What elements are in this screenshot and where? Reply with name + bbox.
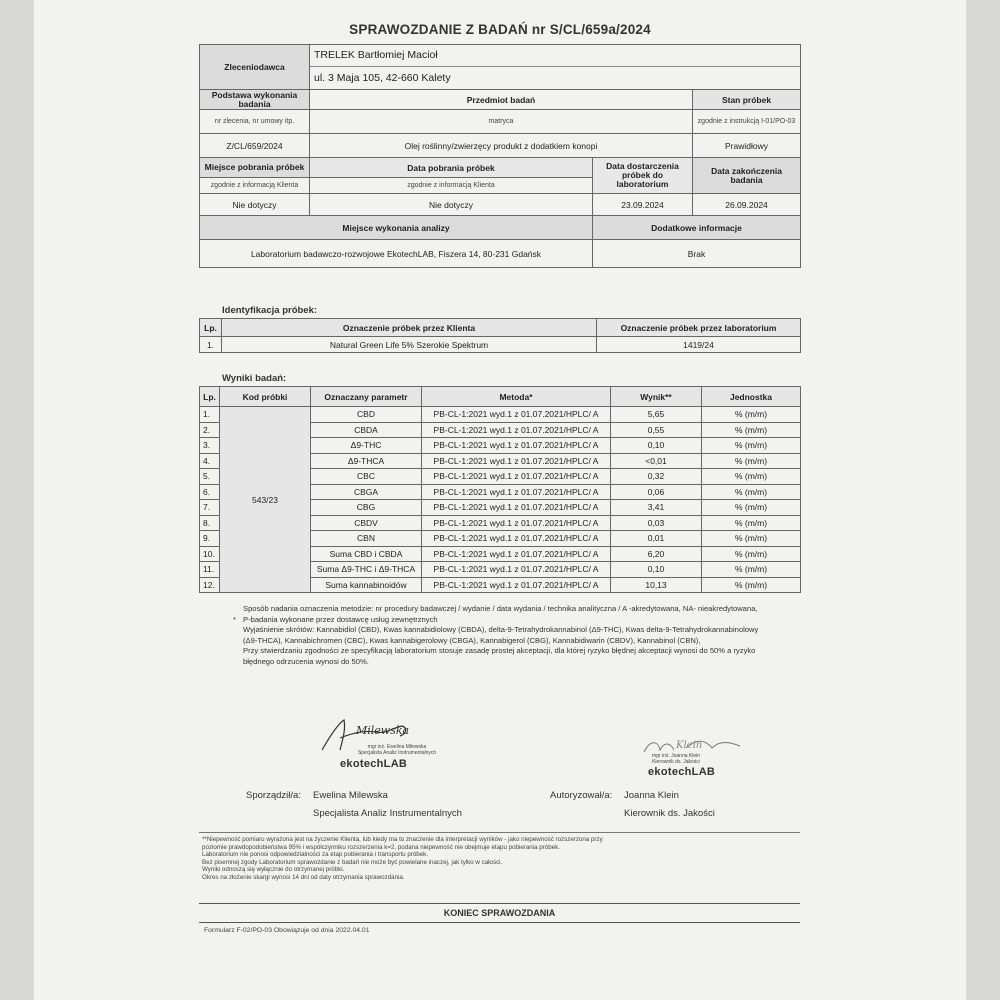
res-col-result: Wynik** xyxy=(611,387,702,407)
results-heading: Wyniki badań: xyxy=(222,373,287,384)
right-stamp-name: mgr inż. Joanna Klein xyxy=(651,753,701,759)
row-result: <0,01 xyxy=(611,453,702,469)
left-stamp-name: mgr inż. Ewelina Milewska xyxy=(367,744,427,750)
row-unit: % (m/m) xyxy=(702,562,801,578)
row-unit: % (m/m) xyxy=(702,407,801,423)
row-method: PB-CL-1:2021 wyd.1 z 01.07.2021/HPLC/ A xyxy=(422,469,611,485)
results-table xyxy=(199,386,801,593)
row-lp: 2. xyxy=(200,422,220,438)
id-col-client: Oznaczenie próbek przez Klienta xyxy=(222,319,597,337)
row-method: PB-CL-1:2021 wyd.1 z 01.07.2021/HPLC/ A xyxy=(422,562,611,578)
row-method: PB-CL-1:2021 wyd.1 z 01.07.2021/HPLC/ A xyxy=(422,453,611,469)
sampling-date-value: Nie dotyczy xyxy=(310,194,593,216)
res-col-unit: Jednostka xyxy=(702,387,801,407)
state-value: Prawidłowy xyxy=(693,134,801,158)
footnote-line: **Niepewność pomiaru wyrażona jest na życzenie Klienta, lub kiedy ma to znaczenie dla interpretacji wyników - jako niepewność rozszerzona przy xyxy=(202,836,603,843)
authorized-role: Kierownik ds. Jakości xyxy=(624,808,715,819)
row-lp: 3. xyxy=(200,438,220,454)
row-param: Suma kannabinoidów xyxy=(311,577,422,593)
res-col-lp: Lp. xyxy=(200,387,220,407)
analysis-place-label: Miejsce wykonania analizy xyxy=(200,216,593,240)
row-unit: % (m/m) xyxy=(702,577,801,593)
subject-sub: matryca xyxy=(310,110,693,134)
row-lp: 5. xyxy=(200,469,220,485)
row-lp: 7. xyxy=(200,500,220,516)
row-lp: 8. xyxy=(200,515,220,531)
client-label: Zleceniodawca xyxy=(200,45,310,90)
row-lp: 11. xyxy=(200,562,220,578)
row-lp: 9. xyxy=(200,531,220,547)
id-lab-value: 1419/24 xyxy=(597,337,801,353)
row-result: 3,41 xyxy=(611,500,702,516)
row-param: CBN xyxy=(311,531,422,547)
note-line: Wyjaśnienie skrótów: Kannabidiol (CBD), Kwas kannabidiolowy (CBDA), delta-9-Tetrahydrokannabinol (Δ9-THC), Kwas delta-9-Tetrahydrokannabinolowy xyxy=(243,625,759,634)
left-stamp-role: Specjalista Analiz Instrumentalnych xyxy=(357,750,437,756)
id-client-value: Natural Green Life 5% Szerokie Spektrum xyxy=(222,337,597,353)
note-star: * xyxy=(233,614,236,624)
note-line: Przy stwierdzaniu zgodności ze specyfikacją laboratorium stosuje zasadę prostej akceptacji, dla której ryzyko błędnej akceptacji wynosi do 50% a ryzyko xyxy=(243,646,756,655)
footnote-line: Bez pisemnej zgody Laboratorium sprawozdanie z badań nie może być powielane inaczej, jak tylko w całości. xyxy=(202,858,503,866)
extra-info-value: Brak xyxy=(593,240,801,268)
id-lp: 1. xyxy=(200,337,222,353)
row-unit: % (m/m) xyxy=(702,469,801,485)
state-sub: zgodnie z instrukcją I-01/PO-03 xyxy=(693,110,801,134)
row-result: 0,32 xyxy=(611,469,702,485)
right-logo: ekotechLAB xyxy=(648,766,716,778)
footnote-line: Okres na złożenie skargi wynosi 14 dni od daty otrzymania sprawozdania. xyxy=(202,873,405,881)
row-method: PB-CL-1:2021 wyd.1 z 01.07.2021/HPLC/ A xyxy=(422,407,611,423)
sampling-place-sub: zgodnie z informacją Klienta xyxy=(200,178,310,194)
row-param: CBC xyxy=(311,469,422,485)
note-line: błędnego odrzucenia wynosi do 50%. xyxy=(243,656,369,666)
row-param: Δ9-THCA xyxy=(311,453,422,469)
method-notes xyxy=(233,604,833,667)
client-name: TRELEK Bartłomiej Macioł xyxy=(314,49,438,61)
left-stamp xyxy=(342,744,452,756)
basis-sub: nr zlecenia, nr umowy itp. xyxy=(200,110,310,134)
row-param: CBDV xyxy=(311,515,422,531)
row-unit: % (m/m) xyxy=(702,438,801,454)
id-col-lp: Lp. xyxy=(200,319,222,337)
extra-info-label: Dodatkowe informacje xyxy=(593,216,801,240)
row-method: PB-CL-1:2021 wyd.1 z 01.07.2021/HPLC/ A xyxy=(422,531,611,547)
row-method: PB-CL-1:2021 wyd.1 z 01.07.2021/HPLC/ A xyxy=(422,484,611,500)
basis-label: Podstawa wykonania badania xyxy=(200,90,310,110)
row-method: PB-CL-1:2021 wyd.1 z 01.07.2021/HPLC/ A xyxy=(422,438,611,454)
row-result: 10,13 xyxy=(611,577,702,593)
left-logo: ekotechLAB xyxy=(340,758,408,770)
row-result: 0,01 xyxy=(611,531,702,547)
end-label: Data zakończenia badania xyxy=(693,158,801,194)
row-param: Δ9-THC xyxy=(311,438,422,454)
report-title: SPRAWOZDANIE Z BADAŃ nr S/CL/659a/2024 xyxy=(349,22,651,37)
row-method: PB-CL-1:2021 wyd.1 z 01.07.2021/HPLC/ A xyxy=(422,422,611,438)
res-col-code: Kod próbki xyxy=(220,387,311,407)
row-param: CBG xyxy=(311,500,422,516)
row-result: 0,10 xyxy=(611,438,702,454)
note-line: P-badania wykonane przez dostawcę usług zewnętrznych xyxy=(243,614,438,624)
row-param: Suma CBD i CBDA xyxy=(311,546,422,562)
row-param: CBGA xyxy=(311,484,422,500)
row-result: 6,20 xyxy=(611,546,702,562)
client-address: ul. 3 Maja 105, 42-660 Kalety xyxy=(310,66,800,89)
delivery-value: 23.09.2024 xyxy=(593,194,693,216)
row-lp: 4. xyxy=(200,453,220,469)
sampling-place-value: Nie dotyczy xyxy=(200,194,310,216)
row-result: 0,10 xyxy=(611,562,702,578)
end-of-report: KONIEC SPRAWOZDANIA xyxy=(199,903,800,923)
row-param: CBDA xyxy=(311,422,422,438)
right-stamp-role: Kierownik ds. Jakości xyxy=(652,759,700,765)
authorized-label: Autoryzował/a: xyxy=(550,790,613,801)
row-method: PB-CL-1:2021 wyd.1 z 01.07.2021/HPLC/ A xyxy=(422,577,611,593)
note-line: Sposób nadania oznaczenia metodzie: nr procedury badawczej / wydanie / data wydania / technika analityczna / A -akredytowana, NA- nieakredytowana, xyxy=(243,604,758,613)
footnotes xyxy=(202,836,802,882)
subject-label: Przedmiot badań xyxy=(310,90,693,110)
row-method: PB-CL-1:2021 wyd.1 z 01.07.2021/HPLC/ A xyxy=(422,500,611,516)
divider xyxy=(199,832,800,833)
sampling-date-label: Data pobrania próbek xyxy=(310,158,593,178)
row-unit: % (m/m) xyxy=(702,531,801,547)
row-unit: % (m/m) xyxy=(702,546,801,562)
right-stamp xyxy=(640,753,712,765)
form-number: Formularz F-02/PO-03 Obowiązuje od dnia 2022.04.01 xyxy=(204,927,370,934)
row-result: 0,03 xyxy=(611,515,702,531)
res-col-param: Oznaczany parametr xyxy=(311,387,422,407)
row-lp: 10. xyxy=(200,546,220,562)
row-param: Suma Δ9-THC i Δ9-THCA xyxy=(311,562,422,578)
res-col-method: Metoda* xyxy=(422,387,611,407)
prepared-role: Specjalista Analiz Instrumentalnych xyxy=(313,808,462,819)
report-page xyxy=(34,0,966,1000)
row-result: 5,65 xyxy=(611,407,702,423)
left-signature-text: Milewska xyxy=(356,724,410,737)
end-value: 26.09.2024 xyxy=(693,194,801,216)
header-table xyxy=(199,44,801,268)
identification-table xyxy=(199,318,801,353)
analysis-place-value: Laboratorium badawczo-rozwojowe EkotechLAB, Fiszera 14, 80-231 Gdańsk xyxy=(200,240,593,268)
prepared-label: Sporządził/a: xyxy=(246,790,301,801)
row-method: PB-CL-1:2021 wyd.1 z 01.07.2021/HPLC/ A xyxy=(422,546,611,562)
row-result: 0,55 xyxy=(611,422,702,438)
row-unit: % (m/m) xyxy=(702,484,801,500)
right-signature-text: Klein xyxy=(676,740,703,751)
footnote-line: Laboratorium nie ponosi odpowiedzialności za etap pobierania i transportu próbek. xyxy=(202,851,428,859)
subject-value: Olej roślinny/zwierzęcy produkt z dodatkiem konopi xyxy=(310,134,693,158)
sampling-date-sub: zgodnie z informacją Klienta xyxy=(310,178,593,194)
sampling-place-label: Miejsce pobrania próbek xyxy=(200,158,310,178)
row-method: PB-CL-1:2021 wyd.1 z 01.07.2021/HPLC/ A xyxy=(422,515,611,531)
row-lp: 6. xyxy=(200,484,220,500)
table-row xyxy=(200,407,801,423)
row-unit: % (m/m) xyxy=(702,500,801,516)
client-cell xyxy=(310,45,801,90)
row-param: CBD xyxy=(311,407,422,423)
row-lp: 1. xyxy=(200,407,220,423)
note-line: (Δ9-THCA), Kannabichromen (CBC), Kwas kannabigerolowy (CBGA), Kannabigerol (CBG), Kannabidiwarin (CBDV), Kannabinol (CBN), xyxy=(243,635,701,645)
authorized-name: Joanna Klein xyxy=(624,790,679,801)
row-lp: 12. xyxy=(200,577,220,593)
order-number: Z/CL/659/2024 xyxy=(200,134,310,158)
delivery-label: Data dostarczenia próbek do laboratorium xyxy=(593,158,693,194)
identification-heading: Identyfikacja próbek: xyxy=(222,305,318,316)
footnote-line: Wyniki odnoszą się wyłącznie do otrzymanej próbki. xyxy=(202,866,345,874)
row-result: 0,06 xyxy=(611,484,702,500)
id-col-lab: Oznaczenie próbek przez laboratorium xyxy=(597,319,801,337)
row-unit: % (m/m) xyxy=(702,453,801,469)
sample-code: 543/23 xyxy=(220,407,311,593)
row-unit: % (m/m) xyxy=(702,515,801,531)
footnote-line: poziomie prawdopodobieństwa 95% i współczynniku rozszerzenia k=2, podana niepewność nie obejmuje etapu pobierania próbek. xyxy=(202,843,560,851)
prepared-name: Ewelina Milewska xyxy=(313,790,388,801)
state-label: Stan próbek xyxy=(693,90,801,110)
table-row xyxy=(200,337,801,353)
row-unit: % (m/m) xyxy=(702,422,801,438)
